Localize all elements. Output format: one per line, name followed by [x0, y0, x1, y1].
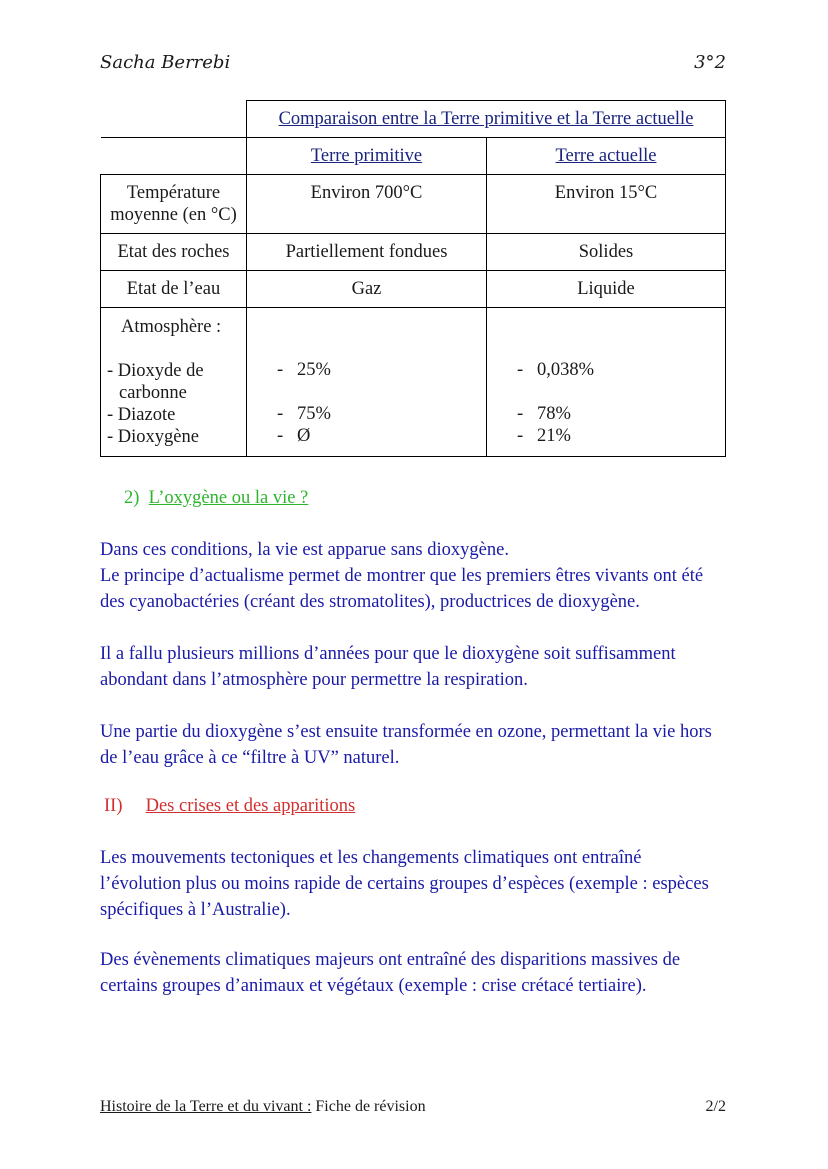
footer-subtitle: Fiche de révision [311, 1098, 426, 1115]
cell-actuelle: Liquide [487, 271, 726, 308]
col-header-actuelle: Terre actuelle [487, 138, 726, 175]
row-label: Température moyenne (en °C) [101, 175, 247, 234]
table-row-atmosphere [101, 308, 726, 457]
co2-label: - Dioxyde de [107, 361, 204, 381]
n2-actuelle: - 78% [517, 404, 571, 424]
cell-primitive: Gaz [247, 271, 487, 308]
table-row [101, 234, 726, 271]
empty-corner-cell [101, 101, 247, 138]
page-number: 2/2 [705, 1098, 726, 1115]
cell-primitive: Environ 700°C [247, 175, 487, 234]
o2-actuelle: - 21% [517, 426, 571, 446]
col-header-primitive: Terre primitive [247, 138, 487, 175]
paragraph: Les mouvements tectoniques et les changements climatiques ont entraîné l’évolution plus ou moins rapide de certains groupes d’espèces (exemple : espèces spécifiques à l’Australie). [100, 848, 709, 920]
table-header-row [101, 138, 726, 175]
table-title: Comparaison entre la Terre primitive et la Terre actuelle [247, 101, 726, 138]
n2-label: - Diazote [107, 405, 176, 425]
paragraph: Une partie du dioxygène s’est ensuite transformée en ozone, permettant la vie hors de l’eau grâce à ce “filtre à UV” naturel. [100, 722, 712, 768]
n2-primitive: - 75% [277, 404, 331, 424]
footer-title: Histoire de la Terre et du vivant : [100, 1098, 312, 1115]
paragraph: Dans ces conditions, la vie est apparue sans dioxygène. [100, 540, 509, 560]
part-II-body [100, 845, 720, 999]
section-2-heading: 2) L’oxygène ou la vie ? [124, 488, 309, 508]
part-II-heading: II) Des crises et des apparitions [104, 796, 356, 816]
co2-label-cont: carbonne [119, 383, 187, 403]
o2-primitive: - Ø [277, 426, 311, 446]
table-title-row [101, 101, 726, 138]
cell-actuelle: Solides [487, 234, 726, 271]
atmosphere-primitive-cell [247, 308, 487, 457]
row-label: Etat de l’eau [101, 271, 247, 308]
cell-primitive: Partiellement fondues [247, 234, 487, 271]
cell-actuelle: Environ 15°C [487, 175, 726, 234]
paragraph: Il a fallu plusieurs millions d’années pour que le dioxygène soit suffisamment abondant dans l’atmosphère pour permettre la respiration. [100, 644, 676, 690]
atmosphere-label: Atmosphère : [121, 317, 222, 337]
table-row [101, 175, 726, 234]
section-2-body [100, 537, 720, 771]
empty-corner-cell [101, 138, 247, 175]
table-row [101, 271, 726, 308]
author-name: Sacha Berrebi [100, 52, 231, 73]
atmosphere-actuelle-cell [487, 308, 726, 457]
comparison-table [100, 100, 726, 457]
paragraph: Le principe d’actualisme permet de montrer que les premiers êtres vivants ont été des cyanobactéries (créant des stromatolites), productrices de dioxygène. [100, 566, 704, 612]
paragraph: Des évènements climatiques majeurs ont entraîné des disparitions massives de certains groupes d’animaux et végétaux (exemple : crise crétacé tertiaire). [100, 950, 681, 996]
row-label: Etat des roches [101, 234, 247, 271]
class-label: 3°2 [694, 52, 726, 73]
co2-actuelle: - 0,038% [517, 360, 595, 380]
atmosphere-label-cell [101, 308, 247, 457]
o2-label: - Dioxygène [107, 427, 199, 447]
co2-primitive: - 25% [277, 360, 331, 380]
page-footer [100, 1098, 726, 1116]
